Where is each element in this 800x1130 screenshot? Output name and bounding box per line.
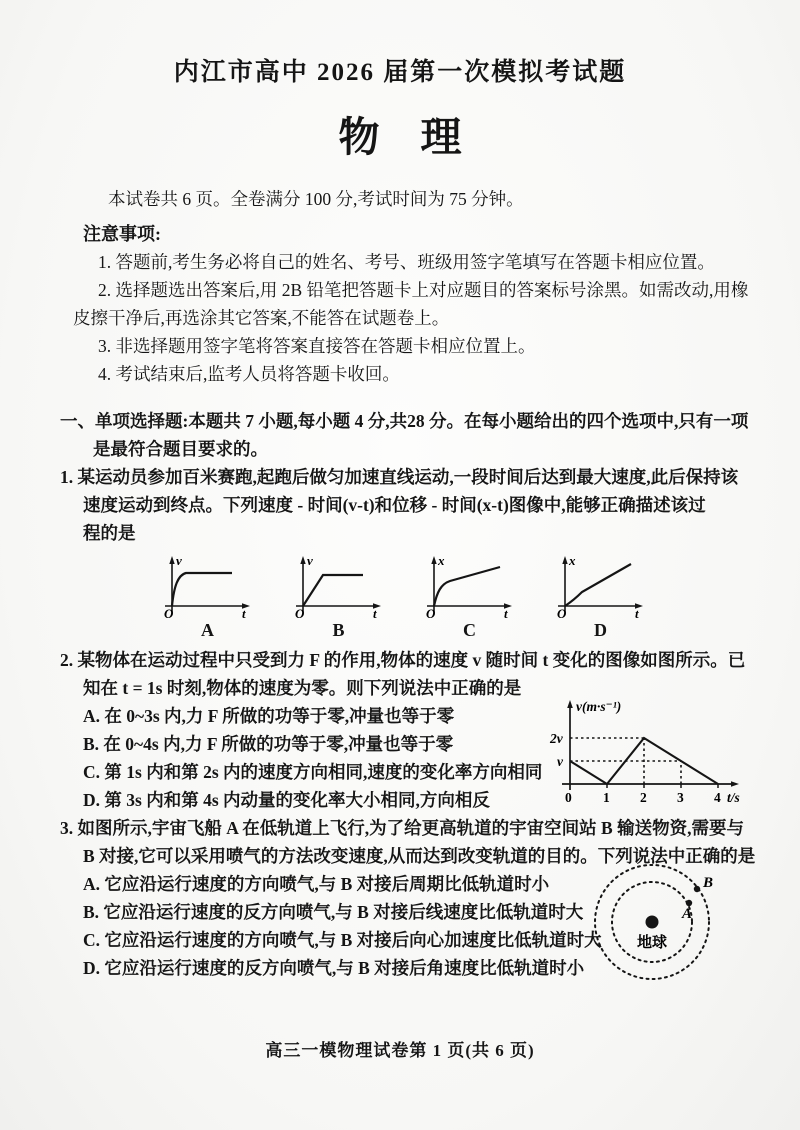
q3-option-A: A. 它应沿运行速度的方向喷气,与 B 对接后周期比低轨道时小 [83,874,550,894]
earth-dot [646,916,659,929]
q2-graph-xlabel: t/s [727,790,740,805]
xt-graph-D-icon [553,554,648,620]
svg-text:O: O [426,606,436,620]
svg-text:O: O [164,606,174,620]
q2-option-C: C. 第 1s 内和第 2s 内的速度方向相同,速度的变化率方向相同 [83,762,543,782]
point-b-label: B [703,875,714,891]
q1-line2: 速度运动到终点。下列速度 - 时间(v-t)和位移 - 时间(x-t)图像中,能够正确描述该过 [83,495,706,515]
q2-graph-v-tick: v [557,754,563,769]
q2-graph-ylabel: v(m·s⁻¹) [576,699,622,714]
q2-line2: 知在 t = 1s 时刻,物体的速度为零。则下列说法中正确的是 [83,678,522,698]
svg-text:2: 2 [640,790,647,805]
svg-text:3: 3 [677,790,684,805]
q1-graph-C-label: C [463,620,476,640]
q3-option-C: C. 它应沿运行速度的方向喷气,与 B 对接后向心加速度比低轨道时大 [83,930,602,950]
q2-graph-2v-tick: 2v [550,731,563,746]
q3-option-D: D. 它应沿运行速度的反方向喷气,与 B 对接后角速度比低轨道时小 [83,958,585,978]
svg-text:v: v [307,554,313,568]
earth-label: 地球 [636,935,668,951]
q1-graph-B-label: B [332,620,345,640]
q1-graph-D-label: D [594,620,607,640]
svg-text:x: x [569,554,576,568]
q3-orbit-diagram [590,854,740,994]
subject-title: 物 理 [338,114,462,160]
svg-text:t: t [242,606,246,620]
svg-text:0: 0 [565,790,572,805]
xt-graph-C-icon [422,554,517,620]
page-footer: 高三一模物理试卷第 1 页(共 6 页) [265,1041,535,1060]
q1-graph-A [160,554,255,640]
note-2-line2: 皮擦干净后,再选涂其它答案,不能答在试题卷上。 [73,308,450,328]
q1-option-graphs [160,554,744,640]
q1-graph-D [553,554,648,640]
page-title: 内江市高中 2026 届第一次模拟考试题 [173,59,627,86]
q1-line1: 1. 某运动员参加百米赛跑,起跑后做匀加速直线运动,一段时间后达到最大速度,此后保持该 [60,467,739,487]
q3-line2: B 对接,它可以采用喷气的方法改变速度,从而达到改变轨道的目的。下列说法中正确的是 [83,846,756,866]
q2-option-B: B. 在 0~4s 内,力 F 所做的功等于零,冲量也等于零 [83,734,454,754]
q3-line1: 3. 如图所示,宇宙飞船 A 在低轨道上飞行,为了给更高轨道的宇宙空间站 B 输送物资,需要与 [60,818,744,838]
svg-text:O: O [557,606,567,620]
svg-text:t: t [635,606,639,620]
q1-graph-C [422,554,517,640]
svg-text:t: t [504,606,508,620]
note-1: 1. 答题前,考生务必将自己的姓名、考号、班级用签字笔填写在答题卡相应位置。 [98,252,715,272]
note-4: 4. 考试结束后,监考人员将答题卡收回。 [98,364,400,384]
svg-text:x: x [438,554,445,568]
station-b-dot [694,886,700,892]
section1-header-line2: 是最符合题目要求的。 [93,439,268,459]
svg-text:4: 4 [714,790,721,805]
q2-options [60,702,600,814]
q2-option-D: D. 第 3s 内和第 4s 内动量的变化率大小相同,方向相反 [83,790,490,810]
exam-intro: 本试卷共 6 页。全卷满分 100 分,考试时间为 75 分钟。 [108,189,524,209]
svg-text:O: O [295,606,305,620]
q3-option-B: B. 它应沿运行速度的反方向喷气,与 B 对接后线速度比低轨道时大 [83,902,584,922]
note-2-line1: 2. 选择题选出答案后,用 2B 铅笔把答题卡上对应题目的答案标号涂黑。如需改动,用橡 [98,280,749,300]
q2-option-A: A. 在 0~3s 内,力 F 所做的功等于零,冲量也等于零 [83,706,455,726]
q2-velocity-time-graph [548,694,744,816]
vt-graph-B-icon [291,554,386,620]
q1-graph-A-label: A [201,620,214,640]
svg-text:t: t [373,606,377,620]
q1-graph-B [291,554,386,640]
question-1 [60,463,744,640]
q3-options [60,870,600,982]
vt-graph-A-icon [160,554,255,620]
section1-header [60,407,749,463]
point-a-label: A [682,906,693,922]
page-content [0,185,800,982]
section1-header-line1: 一、单项选择题:本题共 7 小题,每小题 4 分,共28 分。在每小题给出的四个选项中,只有一项 [60,411,749,431]
question-2 [60,646,744,814]
question-3 [60,814,756,982]
note-3: 3. 非选择题用签字笔将答案直接答在答题卡相应位置上。 [98,336,536,356]
svg-text:1: 1 [603,790,610,805]
svg-text:v: v [176,554,182,568]
notes-title: 注意事项: [83,224,161,244]
q2-line1: 2. 某物体在运动过程中只受到力 F 的作用,物体的速度 v 随时间 t 变化的图像如图所示。已 [60,650,746,670]
q1-line3: 程的是 [83,523,136,543]
